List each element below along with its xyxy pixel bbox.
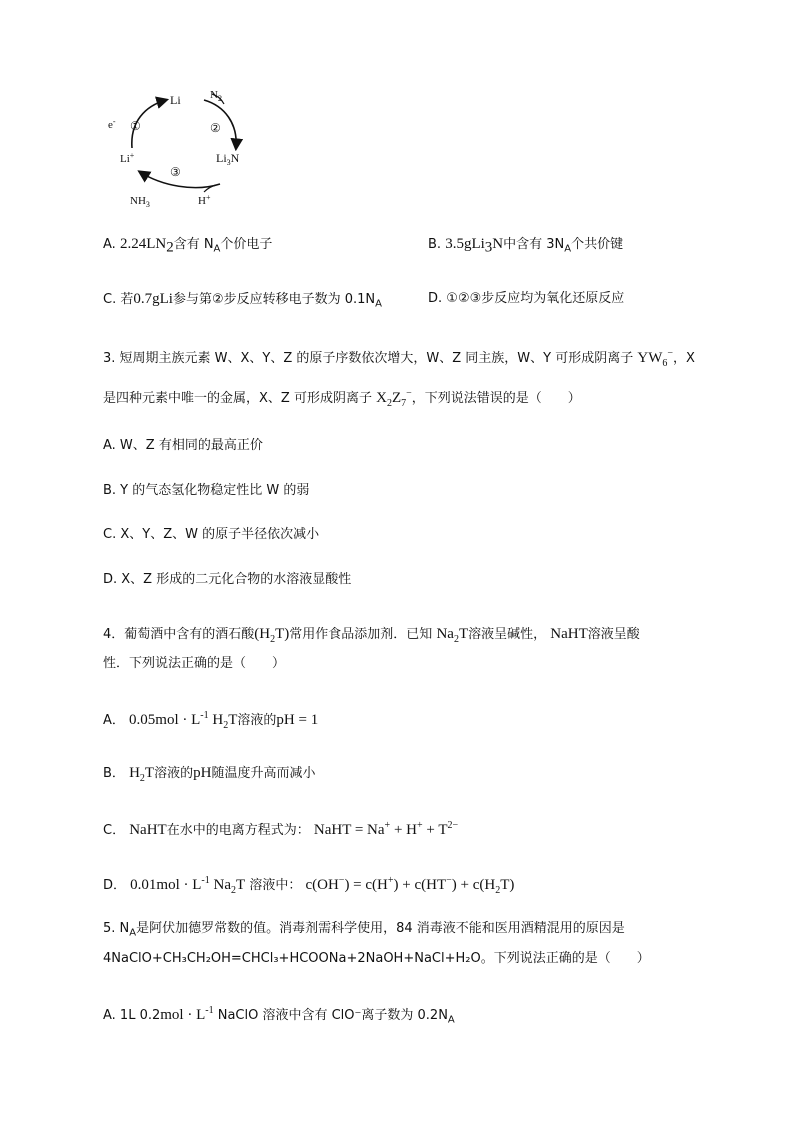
q2-option-a: A. $2.24LN_2$含有 $N_A$个价电子 bbox=[103, 236, 273, 256]
q5-option-a: A. 1L $0.2mol \cdot L^{-1}$ NaClO 溶液中含有 ClO⁻离子数为 $0.2N_A$ bbox=[103, 1005, 455, 1026]
n2-label: $N_2$ bbox=[210, 89, 222, 103]
q4-stem-line1: 4．葡萄酒中含有的酒石酸$(H_2T)$常用作食品添加剂．已知 $Na_2T$溶液呈碱性， NaHT溶液呈酸 bbox=[103, 626, 640, 645]
q4-option-b: B． $H_2T$溶液的pH随温度升高而减小 bbox=[103, 765, 316, 784]
nh3-label: $NH_3$ bbox=[130, 195, 150, 209]
step1-label: ① bbox=[130, 119, 141, 133]
electron-label: e- bbox=[108, 117, 116, 131]
q2-option-c: C. 若0.7gLi参与第②步反应转移电子数为 $0.1N_A$ bbox=[103, 291, 382, 310]
li-label: Li bbox=[170, 93, 181, 107]
q4-option-c: C． NaHT在水中的电离方程式为： NaHT = $Na^+ + H^+ + T^{2-}$ bbox=[103, 820, 459, 838]
lithium-nitrogen-cycle-diagram bbox=[100, 82, 270, 212]
q4-option-d: D． $0.01mol \cdot L^{-1}$ $Na_2T$ 溶液中： $c(OH^-) = c(H^+) + c(HT^-) + c(H_2T)$ bbox=[103, 875, 515, 896]
li-ion-label: Li+ bbox=[120, 151, 135, 165]
q3-option-c: C. X、Y、Z、W 的原子半径依次减小 bbox=[103, 527, 320, 542]
step2-label: ② bbox=[210, 121, 221, 135]
step3-label: ③ bbox=[170, 165, 181, 179]
q5-stem-line2: 4NaClO+CH₃CH₂OH=CHCl₃+HCOONa+2NaOH+NaCl+H₂O。下列说法正确的是（ ） bbox=[103, 951, 650, 966]
q4-stem-line2: 性．下列说法正确的是（ ） bbox=[103, 656, 286, 671]
q3-stem-line1: 3. 短周期主族元素 W、X、Y、Z 的原子序数依次增大，W、Z 同主族，W、Y 可形成阴离子 $YW_6^-$，X bbox=[103, 348, 695, 369]
li3n-label: $Li_3N$ bbox=[216, 151, 240, 167]
q2-option-b: B. 3.5gLi$_3$N中含有 $3N_A$个共价键 bbox=[428, 236, 624, 256]
q4-option-a: A． $0.05mol \cdot L^{-1}$ $H_2T$溶液的pH = 1 bbox=[103, 710, 319, 731]
q3-stem-line2: 是四种元素中唯一的金属，X、Z 可形成阴离子 $X_2Z_7^-$，下列说法错误的是（ ） bbox=[103, 388, 581, 409]
q3-option-d: D. X、Z 形成的二元化合物的水溶液显酸性 bbox=[103, 572, 352, 587]
h-ion-label: H+ bbox=[198, 193, 211, 207]
q3-option-b: B. Y 的气态氢化物稳定性比 W 的弱 bbox=[103, 483, 310, 498]
q2-option-d: D. ①②③步反应均为氧化还原反应 bbox=[428, 291, 625, 306]
q5-stem-line1: 5. $N_A$是阿伏加德罗常数的值。消毒剂需科学使用，84 消毒液不能和医用酒精混用的原因是 bbox=[103, 921, 625, 939]
q3-option-a: A. W、Z 有相同的最高正价 bbox=[103, 438, 263, 453]
